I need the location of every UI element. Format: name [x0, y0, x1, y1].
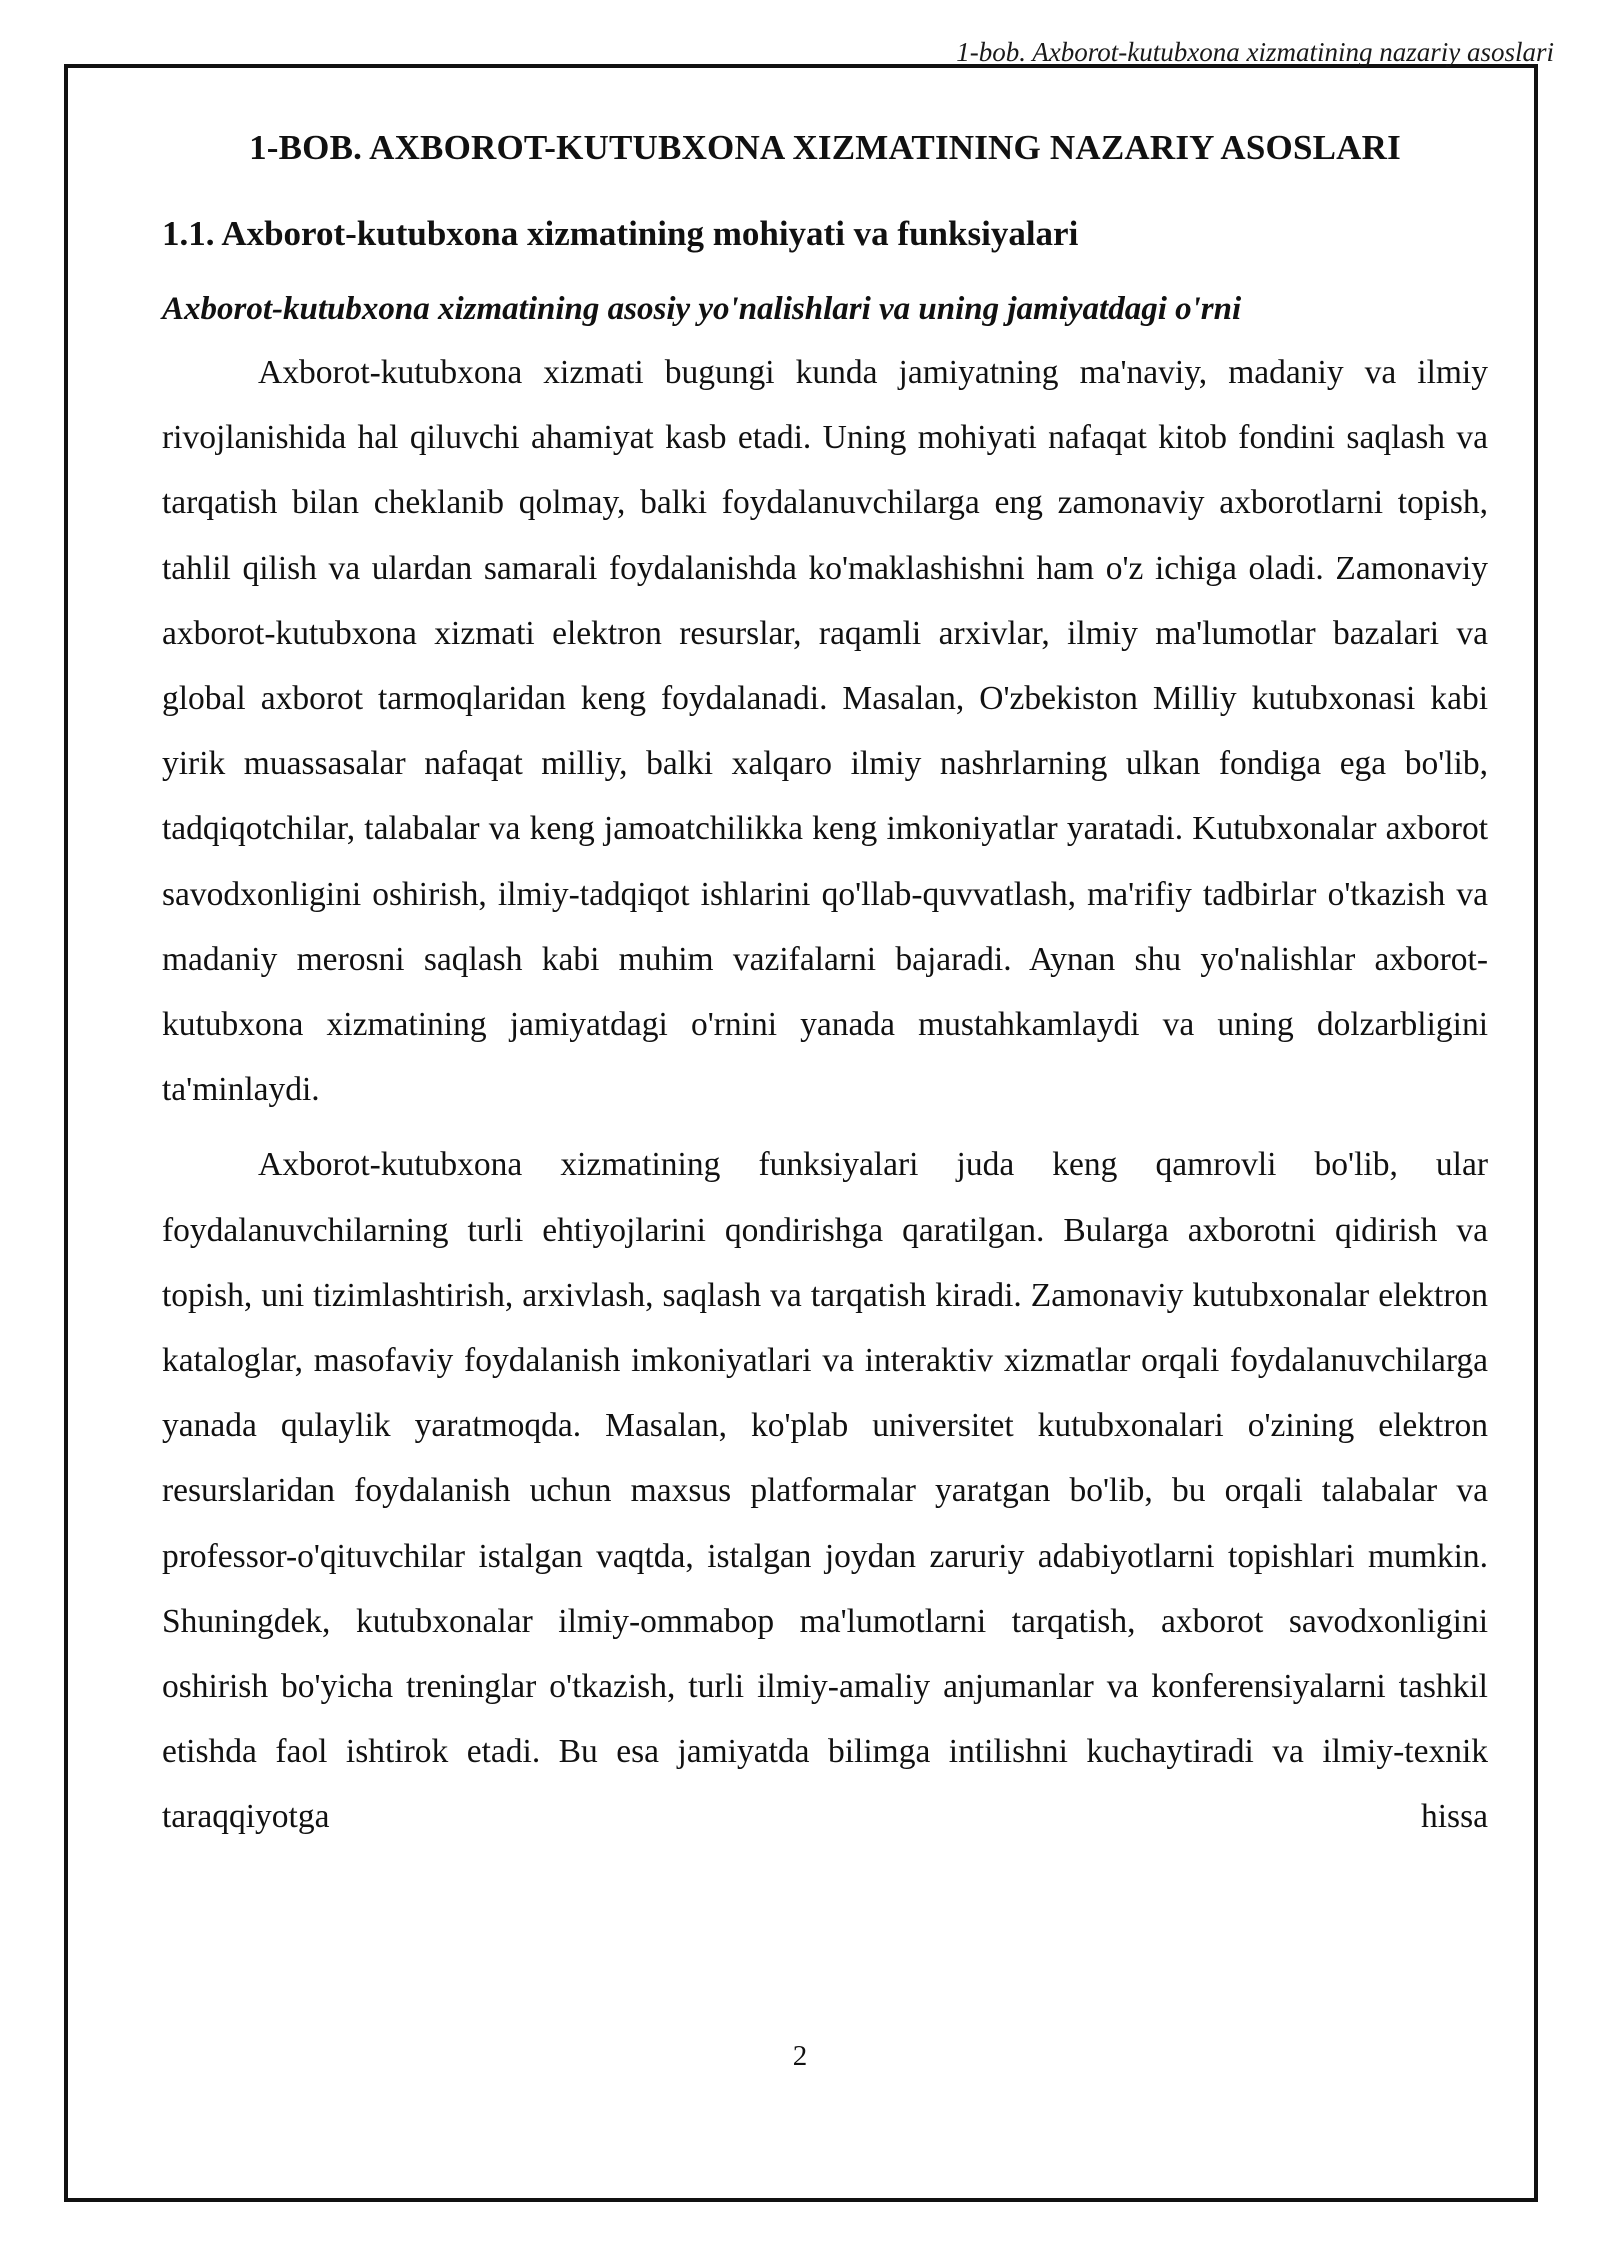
subsection-title: Axborot-kutubxona xizmatining asosiy yo'nalishlari va uning jamiyatdagi o'rni	[162, 291, 1242, 327]
running-header: 1-bob. Axborot-kutubxona xizmatining nazariy asoslari	[956, 37, 1554, 67]
page-number: 2	[792, 2040, 808, 2072]
body-paragraph: Axborot-kutubxona xizmati bugungi kunda jamiyatning ma'naviy, madaniy va ilmiy rivojlanishida hal qiluvchi ahamiyat kasb etadi. Uning mohiyati nafaqat kitob fondini saqlash va tarqatish bilan cheklanib qolmay, balki foydalanuvchilarga eng zamonaviy axborotlarni topish, tahlil qilish va ulardan samarali foydalanishda ko'maklashishni ham o'z ichiga oladi. Zamonaviy axborot-kutubxona xizmati elektron resurslar, raqamli arxivlar, ilmiy ma'lumotlar bazalari va global axborot tarmoqlaridan keng foydalanadi. Masalan, O'zbekiston Milliy kutubxonasi kabi yirik muassasalar nafaqat milliy, balki xalqaro ilmiy nashrlarning ulkan fondiga ega bo'lib, tadqiqotchilar, talabalar va keng jamoatchilikka keng imkoniyatlar yaratadi. Kutubxonalar axborot savodxonligini oshirish, ilmiy-tadqiqot ishlarini qo'llab-quvvatlash, ma'rifiy tadbirlar o'tkazish va madaniy merosni saqlash kabi muhim vazifalarni bajaradi. Aynan shu yo'nalishlar axborot-kutubxona xizmatining jamiyatdagi o'rnini yanada mustahkamlaydi va uning dolzarbligini ta'minlaydi.	[162, 354, 1488, 1109]
document-body	[162, 126, 1488, 1850]
body-paragraph: Axborot-kutubxona xizmatining funksiyalari juda keng qamrovli bo'lib, ular foydalanuvchilarning turli ehtiyojlarini qondirishga qaratilgan. Bularga axborotni qidirish va topish, uni tizimlashtirish, arxivlash, saqlash va tarqatish kiradi. Zamonaviy kutubxonalar elektron kataloglar, masofaviy foydalanish imkoniyatlari va interaktiv xizmatlar orqali foydalanuvchilarga yanada qulaylik yaratmoqda. Masalan, ko'plab universitet kutubxonalari o'zining elektron resurslaridan foydalanish uchun maxsus platformalar yaratgan bo'lib, bu orqali talabalar va professor-o'qituvchilar istalgan vaqtda, istalgan joydan zaruriy adabiyotlarni topishlari mumkin. Shuningdek, kutubxonalar ilmiy-ommabop ma'lumotlarni tarqatish, axborot savodxonligini oshirish bo'yicha treninglar o'tkazish, turli ilmiy-amaliy anjumanlar va konferensiyalarni tashkil etishda faol ishtirok etadi. Bu esa jamiyatda bilimga intilishni kuchaytiradi va ilmiy-texnik taraqqiyotga hissa	[162, 1146, 1488, 1836]
section-title: 1.1. Axborot-kutubxona xizmatining mohiyati va funksiyalari	[162, 214, 1079, 253]
chapter-title: 1-BOB. AXBOROT-KUTUBXONA XIZMATINING NAZARIY ASOSLARI	[249, 128, 1401, 167]
